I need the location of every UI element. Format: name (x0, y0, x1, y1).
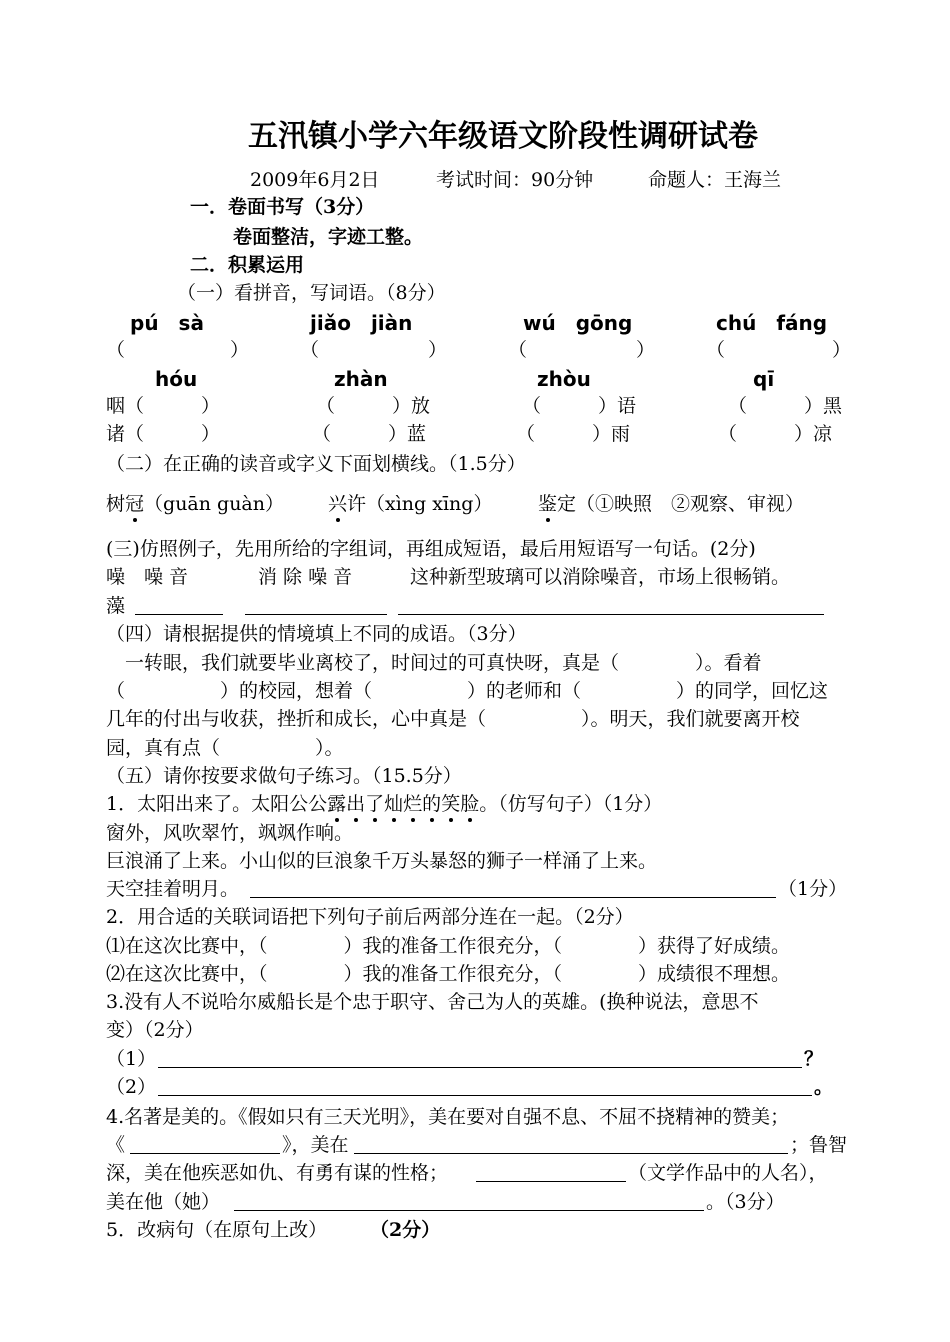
q4-passage-line-1[interactable]: 一转眼，我们就要毕业离校了，时间过的可真快呀，真是（ ）。看着 (106, 652, 762, 674)
dotted-char: 露 (327, 793, 347, 815)
dotted-char: 了 (365, 793, 385, 815)
q5-s3-label-2: （2） (106, 1076, 157, 1098)
q5-s3-end-2: 。 (814, 1076, 834, 1098)
section-1-text: 卷面整洁，字迹工整。 (233, 226, 424, 248)
q5-s2-a[interactable]: ⑴在这次比赛中，（ ）我的准备工作很充分，（ ）获得了好成绩。 (106, 935, 791, 957)
q4-passage-line-3[interactable]: 几年的付出与收获，挫折和成长，心中真是（ ）。明天，我们就要离开校 (106, 708, 800, 730)
word-blank-1[interactable]: 咽（ ） (106, 395, 221, 417)
q5-s1-tail: 。（仿写句子）（1分） (479, 793, 663, 815)
answer-bracket-4-end: ） (832, 339, 852, 361)
answer-bracket-3[interactable]: （ (508, 339, 528, 361)
q5-s4-line3: 美在他（她） (106, 1191, 221, 1213)
dotted-char: 脸 (460, 793, 480, 815)
q5-s4-mid: 》，美在 (282, 1134, 349, 1156)
q2-item-2[interactable] (328, 495, 492, 514)
q4-title: （四）请根据提供的情境填上不同的成语。（3分） (106, 623, 527, 645)
q1-title: （一）看拼音，写词语。（8分） (177, 282, 446, 304)
q2-item-1[interactable] (106, 495, 284, 514)
answer-bracket-2-end: ） (428, 339, 448, 361)
q5-s1-example: 窗外，风吹翠竹，飒飒作响。 (106, 822, 354, 844)
answer-bracket-2[interactable]: （ (300, 339, 320, 361)
q5-s4-name-line[interactable] (476, 1181, 626, 1182)
q3-example-phrase: 消 除 噪 音 (258, 566, 353, 588)
pinyin-2: jiǎo jiàn (310, 311, 413, 335)
q5-s4-line2: 深，美在他疾恶如仇、有勇有谋的性格； (106, 1162, 449, 1184)
q3-sentence-line[interactable] (398, 614, 824, 615)
word-blank-5[interactable]: 诸（ ） (106, 423, 221, 445)
word-blank-3[interactable]: （ ）语 (522, 395, 637, 417)
q5-s3-end-1: ？ (804, 1048, 824, 1070)
q5-s3-title-cont: 变）（2分） (106, 1019, 204, 1041)
section-1-heading: 一．卷面书写（3分） (190, 196, 375, 218)
q3-example-word: 噪 噪 音 (106, 566, 189, 588)
dotted-char: 的 (422, 793, 442, 815)
section-2-heading: 二．积累运用 (190, 254, 305, 276)
dotted-char: 出 (346, 793, 366, 815)
q5-s4-beauty-line[interactable] (354, 1153, 788, 1154)
word-blank-4[interactable]: （ ）黑 (728, 395, 843, 417)
q5-title: （五）请你按要求做句子练习。（15.5分） (106, 765, 462, 787)
word-blank-7[interactable]: （ ）雨 (516, 423, 631, 445)
q5-s3-title: 3.没有人不说哈尔威船长是个忠于职守、舍己为人的英雄。(换种说法，意思不 (106, 991, 759, 1013)
answer-bracket-1-end: ） (230, 339, 250, 361)
q5-s4-book-line[interactable] (130, 1153, 280, 1154)
q5-s1-lead: 1．太阳出来了。太阳公公 (106, 793, 328, 815)
answer-bracket-1[interactable]: （ (106, 339, 126, 361)
q5-s5-score: （2分） (370, 1219, 441, 1241)
answer-bracket-4[interactable]: （ (706, 339, 726, 361)
pinyin-6: zhàn (334, 367, 388, 391)
pinyin-1: pú sà (130, 311, 204, 335)
q5-s2-title: 2．用合适的关联词语把下列句子前后两部分连在一起。（2分） (106, 906, 634, 928)
q5-s3-label-1: （1） (106, 1048, 157, 1070)
q3-phrase-line[interactable] (245, 614, 387, 615)
q2-item-3-options: 定（①映照 ②观察、审视） (557, 493, 805, 515)
q5-s5-title: 5．改病句（在原句上改） (106, 1219, 328, 1241)
pinyin-5: hóu (155, 367, 198, 391)
answer-bracket-3-end: ） (636, 339, 656, 361)
q3-example-sentence: 这种新型玻璃可以消除噪音，市场上很畅销。 (410, 566, 791, 588)
q5-s1-prompt: 天空挂着明月。 (106, 878, 240, 900)
q5-s4-title: 4.名著是美的。《假如只有三天光明》，美在要对自强不息、不屈不挠精神的赞美； (106, 1106, 790, 1128)
word-blank-8[interactable]: （ ）凉 (718, 423, 833, 445)
q3-word-line[interactable] (135, 614, 223, 615)
dotted-char: 烂 (403, 793, 423, 815)
word-blank-6[interactable]: （ ）蓝 (312, 423, 427, 445)
pinyin-4: chú fáng (716, 311, 828, 335)
q2-item-2-dotted-char: 兴 (328, 493, 348, 515)
pinyin-3: wú gōng (523, 311, 633, 335)
q5-s4-open: 《 (106, 1134, 126, 1156)
exam-time: 考试时间：90分钟 (436, 169, 594, 191)
q4-passage-line-2[interactable]: （ ）的校园，想着（ ）的老师和（ ）的同学，回忆这 (106, 680, 829, 702)
q5-s4-character-line[interactable] (234, 1210, 704, 1211)
word-blank-2[interactable]: （ ）放 (316, 395, 431, 417)
q5-s1 (106, 795, 662, 814)
q5-s1-score: （1分） (778, 878, 848, 900)
q5-s1-answer-line[interactable] (250, 897, 776, 898)
q5-s4-line2-tail: （文学作品中的人名）， (628, 1162, 828, 1184)
page-title: 五汛镇小学六年级语文阶段性调研试卷 (248, 119, 758, 154)
q5-s3-answer-line-1[interactable] (158, 1067, 802, 1068)
exam-date: 2009年6月2日 (250, 169, 380, 191)
q2-item-3[interactable] (538, 495, 804, 514)
dotted-char: 灿 (384, 793, 404, 815)
pinyin-7: zhòu (537, 367, 591, 391)
q2-item-2-options: 许（xìng xīng） (347, 493, 493, 515)
q2-item-1-char: 树 (106, 493, 126, 515)
q5-s2-b[interactable]: ⑵在这次比赛中，（ ）我的准备工作很充分，（ ）成绩很不理想。 (106, 963, 791, 985)
q2-item-1-dotted-char: 冠 (125, 493, 145, 515)
q5-s4-tail: ；鲁智 (790, 1134, 848, 1156)
q3-char: 藻 (106, 595, 126, 617)
q2-title: （二）在正确的读音或字义下面划横线。（1.5分） (106, 453, 526, 475)
q3-title: (三)仿照例子，先用所给的字组词，再组成短语，最后用短语写一句话。(2分) (106, 538, 756, 560)
q5-s1-example-2: 巨浪涌了上来。小山似的巨浪象千万头暴怒的狮子一样涌了上来。 (106, 850, 658, 872)
q2-item-1-options: （guān guàn） (144, 493, 284, 515)
q5-s4-score: 。（3分） (706, 1191, 785, 1213)
q2-item-3-dotted-char: 鉴 (538, 493, 558, 515)
q4-passage-line-4[interactable]: 园，真有点（ ）。 (106, 737, 344, 759)
dotted-char: 笑 (441, 793, 461, 815)
exam-author: 命题人：王海兰 (648, 169, 782, 191)
pinyin-8: qī (753, 367, 775, 391)
q5-s3-answer-line-2[interactable] (158, 1095, 812, 1096)
